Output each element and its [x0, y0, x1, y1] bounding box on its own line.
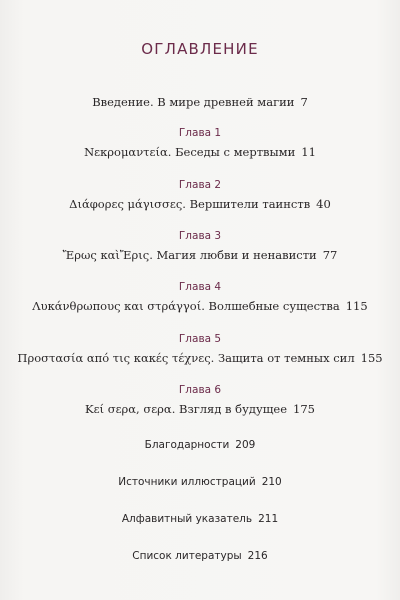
entry-text: Источники иллюстраций — [118, 476, 256, 488]
entry-text: Λυκάνθρωπους και στράγγοί. Волшебные существа — [32, 299, 340, 313]
toc-entry-chapter-6 — [0, 402, 400, 416]
entry-text: Νεκρομαντεία. Беседы с мертвыми — [84, 145, 296, 159]
toc-entry-index — [0, 513, 400, 525]
page-number: 7 — [300, 95, 308, 109]
chapter-2-label: Глава 2 — [178, 179, 222, 191]
page-number: 155 — [360, 351, 383, 365]
page-number: 40 — [316, 197, 331, 211]
chapter-4-label: Глава 4 — [178, 281, 222, 293]
entry-text: Προστασία από τις κακές τέχνες. Защита от темных сил — [17, 351, 355, 365]
chapter-5-label: Глава 5 — [178, 333, 222, 345]
entry-text: Ἔρως καὶἜρις. Магия любви и ненависти — [62, 248, 317, 262]
page-number: 216 — [247, 550, 268, 562]
entry-text: Введение. В мире древней магии — [92, 95, 295, 109]
entry-text: Κεί σερα, σερα. Взгляд в будущее — [85, 402, 288, 416]
toc-entry-acknowledgements — [0, 439, 400, 451]
chapter-6-label: Глава 6 — [178, 384, 222, 396]
toc-entry-chapter-1 — [0, 145, 400, 159]
chapter-1-label: Глава 1 — [178, 127, 222, 139]
page-number: 115 — [345, 299, 368, 313]
toc-entry-bibliography — [0, 550, 400, 562]
toc-title: ОГЛАВЛЕНИЕ — [141, 40, 259, 58]
toc-entry-chapter-4 — [0, 299, 400, 313]
page-number: 210 — [261, 476, 282, 488]
toc-entry-chapter-2 — [0, 197, 400, 211]
toc-entry-chapter-5 — [0, 351, 400, 365]
page-number: 211 — [258, 513, 279, 525]
toc-entry-illustration-sources — [0, 476, 400, 488]
page-number: 209 — [235, 439, 256, 451]
entry-text: Список литературы — [132, 550, 242, 562]
toc-entry-chapter-3 — [0, 248, 400, 262]
chapter-3-label: Глава 3 — [178, 230, 222, 242]
page-number: 11 — [301, 145, 316, 159]
toc-entry-intro — [0, 95, 400, 109]
entry-text: Алфавитный указатель — [121, 513, 253, 525]
page-number: 175 — [293, 402, 315, 416]
entry-text: Διάφορες μάγισσες. Вершители таинств — [69, 197, 311, 211]
entry-text: Благодарности — [144, 439, 230, 451]
page-number: 77 — [322, 248, 338, 262]
